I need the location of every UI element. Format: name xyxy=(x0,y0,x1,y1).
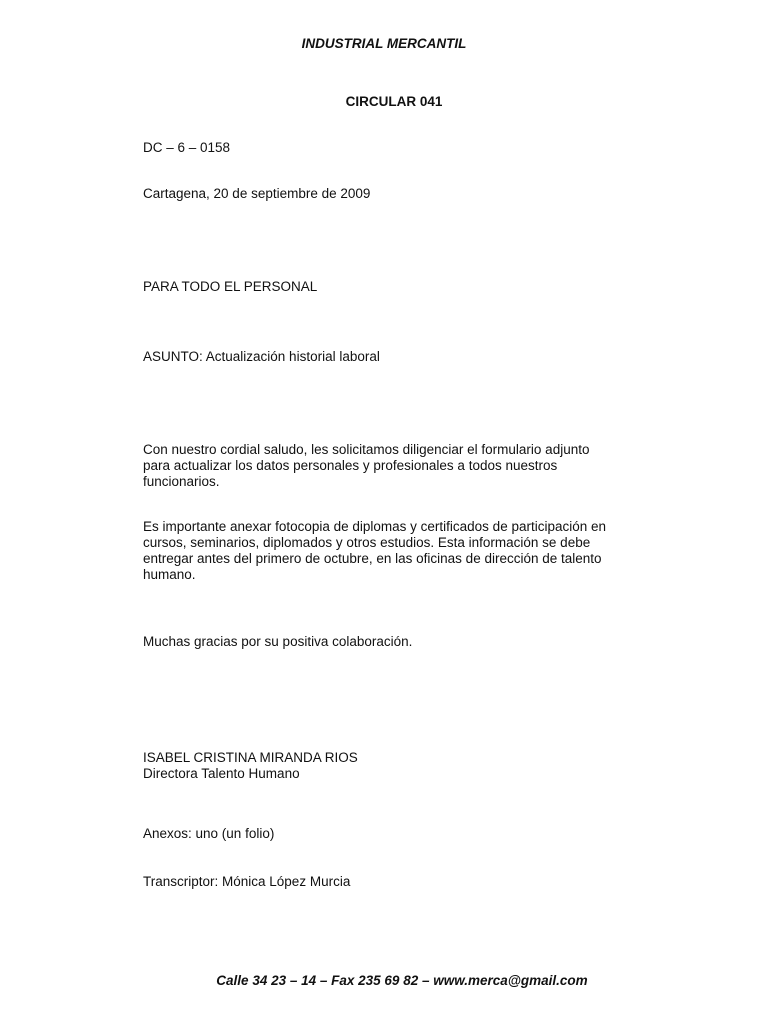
attachments-line: Anexos: uno (un folio) xyxy=(143,826,275,841)
paragraph-line: entregar antes del primero de octubre, en las oficinas de dirección de talento xyxy=(143,551,602,566)
reference-code: DC – 6 – 0158 xyxy=(143,140,231,155)
body-paragraph-1 xyxy=(143,442,663,490)
circular-title: CIRCULAR 041 xyxy=(345,94,443,109)
paragraph-line: Es importante anexar fotocopia de diplomas y certificados de participación en xyxy=(143,519,607,534)
signatory-title: Directora Talento Humano xyxy=(143,766,300,781)
closing-line: Muchas gracias por su positiva colaboración. xyxy=(143,634,413,649)
transcriber-line: Transcriptor: Mónica López Murcia xyxy=(143,874,351,889)
paragraph-line: humano. xyxy=(143,567,196,582)
company-name: INDUSTRIAL MERCANTIL xyxy=(301,36,467,51)
recipient-line: PARA TODO EL PERSONAL xyxy=(143,279,318,294)
place-date: Cartagena, 20 de septiembre de 2009 xyxy=(143,186,371,201)
signatory-name: ISABEL CRISTINA MIRANDA RIOS xyxy=(143,750,358,765)
paragraph-line: Con nuestro cordial saludo, les solicitamos diligenciar el formulario adjunto xyxy=(143,442,590,457)
paragraph-line: funcionarios. xyxy=(143,474,220,489)
footer-contact: Calle 34 23 – 14 – Fax 235 69 82 – www.merca@gmail.com xyxy=(216,973,588,988)
body-paragraph-2 xyxy=(143,519,663,583)
paragraph-line: cursos, seminarios, diplomados y otros estudios. Esta información se debe xyxy=(143,535,591,550)
subject-line: ASUNTO: Actualización historial laboral xyxy=(143,349,380,364)
paragraph-line: para actualizar los datos personales y profesionales a todos nuestros xyxy=(143,458,558,473)
